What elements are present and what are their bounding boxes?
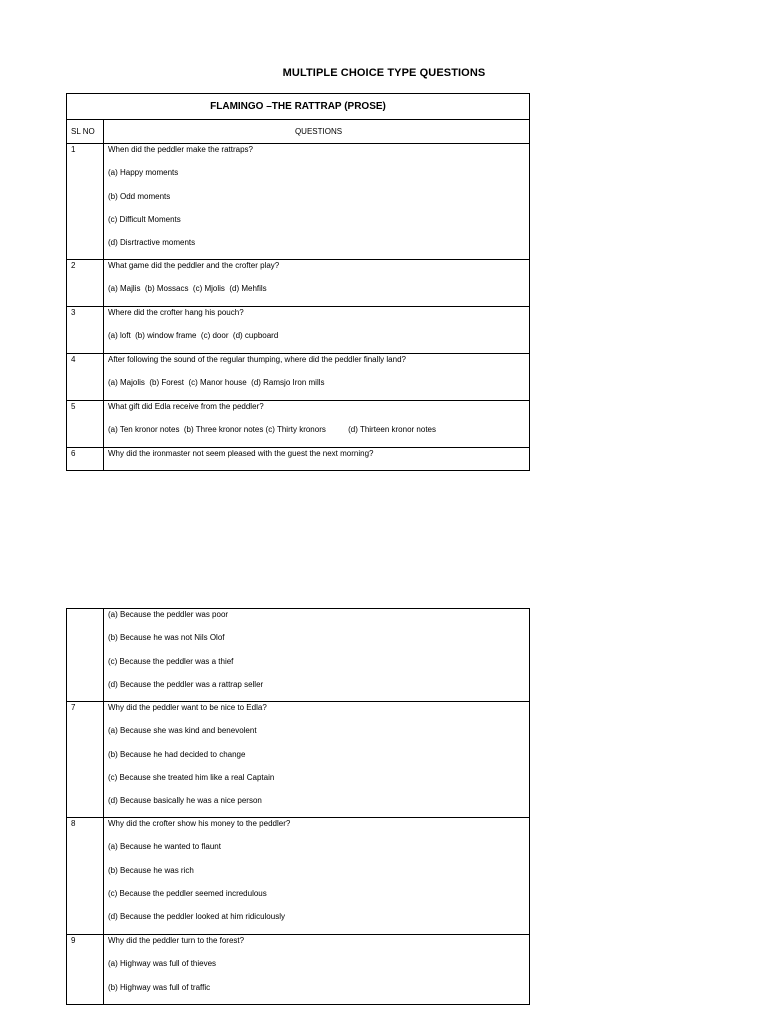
question-number: 2 xyxy=(67,260,104,307)
option-text: (d) Disrtractive moments xyxy=(108,238,196,248)
question-cell xyxy=(104,609,530,702)
option-text: (a) Because she was kind and benevolent xyxy=(108,726,257,736)
question-number: 4 xyxy=(67,354,104,401)
question-cell xyxy=(104,260,530,307)
option-text: (d) Because basically he was a nice person xyxy=(108,796,262,806)
page-title: MULTIPLE CHOICE TYPE QUESTIONS xyxy=(282,67,486,79)
option-text: (d) Because the peddler was a rattrap seller xyxy=(108,679,264,689)
option-text: (b) Because he was rich xyxy=(108,865,194,875)
question-number: 5 xyxy=(67,401,104,448)
question-number: 1 xyxy=(67,144,104,260)
table-row xyxy=(67,307,530,354)
question-number xyxy=(67,609,104,702)
question-cell xyxy=(104,935,530,1005)
option-text: (a) loft (b) window frame (c) door (d) cupboard xyxy=(108,331,279,341)
question-text: Where did the crofter hang his pouch? xyxy=(108,308,244,317)
option-text: (a) Ten kronor notes (b) Three kronor notes (c) Thirty kronors (d) Thirteen kronor notes xyxy=(108,425,436,435)
question-text: What gift did Edla receive from the peddler? xyxy=(108,402,264,411)
question-text: Why did the peddler turn to the forest? xyxy=(108,936,245,945)
question-number: 8 xyxy=(67,818,104,935)
option-text: (c) Because the peddler seemed incredulous xyxy=(108,888,267,898)
option-text: (b) Because he had decided to change xyxy=(108,749,246,759)
question-text: What game did the peddler and the crofter play? xyxy=(108,261,280,270)
option-text: (a) Highway was full of thieves xyxy=(108,959,217,969)
option-text: (b) Odd moments xyxy=(108,191,171,201)
option-text: (c) Because she treated him like a real Captain xyxy=(108,772,275,782)
table-row xyxy=(67,260,530,307)
question-text: After following the sound of the regular thumping, where did the peddler finally land? xyxy=(108,355,406,364)
option-text: (c) Because the peddler was a thief xyxy=(108,656,234,666)
option-text: (b) Highway was full of traffic xyxy=(108,982,211,992)
questions-table-2 xyxy=(66,608,530,1005)
option-text: (c) Difficult Moments xyxy=(108,214,181,224)
question-number: 9 xyxy=(67,935,104,1005)
column-header-sl-no: SL NO xyxy=(67,120,104,144)
table-row xyxy=(67,448,530,471)
table-row xyxy=(67,818,530,935)
table-title: FLAMINGO –THE RATTRAP (PROSE) xyxy=(67,94,530,120)
table-row xyxy=(67,144,530,260)
question-cell xyxy=(104,307,530,354)
question-number: 6 xyxy=(67,448,104,471)
table-row xyxy=(67,935,530,1005)
table-row xyxy=(67,401,530,448)
option-text: (b) Because he was not Nils Olof xyxy=(108,633,225,643)
question-cell xyxy=(104,354,530,401)
question-text: Why did the peddler want to be nice to Edla? xyxy=(108,703,267,712)
question-cell xyxy=(104,818,530,935)
table-row xyxy=(67,702,530,818)
table-row xyxy=(67,609,530,702)
question-number: 3 xyxy=(67,307,104,354)
question-cell xyxy=(104,702,530,818)
option-text: (a) Because the peddler was poor xyxy=(108,610,229,619)
question-text: When did the peddler make the rattraps? xyxy=(108,145,253,154)
questions-table-1 xyxy=(66,93,530,471)
question-cell xyxy=(104,448,530,471)
option-text: (d) Because the peddler looked at him ridiculously xyxy=(108,912,285,922)
option-text: (a) Majlis (b) Mossacs (c) Mjolis (d) Mehfils xyxy=(108,284,267,294)
question-cell xyxy=(104,401,530,448)
question-text: Why did the crofter show his money to the peddler? xyxy=(108,819,291,828)
question-cell xyxy=(104,144,530,260)
question-text: Why did the ironmaster not seem pleased with the guest the next morning? xyxy=(108,449,374,458)
table-row xyxy=(67,354,530,401)
column-header-questions: QUESTIONS xyxy=(104,120,530,144)
option-text: (a) Happy moments xyxy=(108,168,179,178)
option-text: (a) Because he wanted to flaunt xyxy=(108,842,221,852)
option-text: (a) Majolis (b) Forest (c) Manor house (d) Ramsjo Iron mills xyxy=(108,378,325,388)
question-number: 7 xyxy=(67,702,104,818)
